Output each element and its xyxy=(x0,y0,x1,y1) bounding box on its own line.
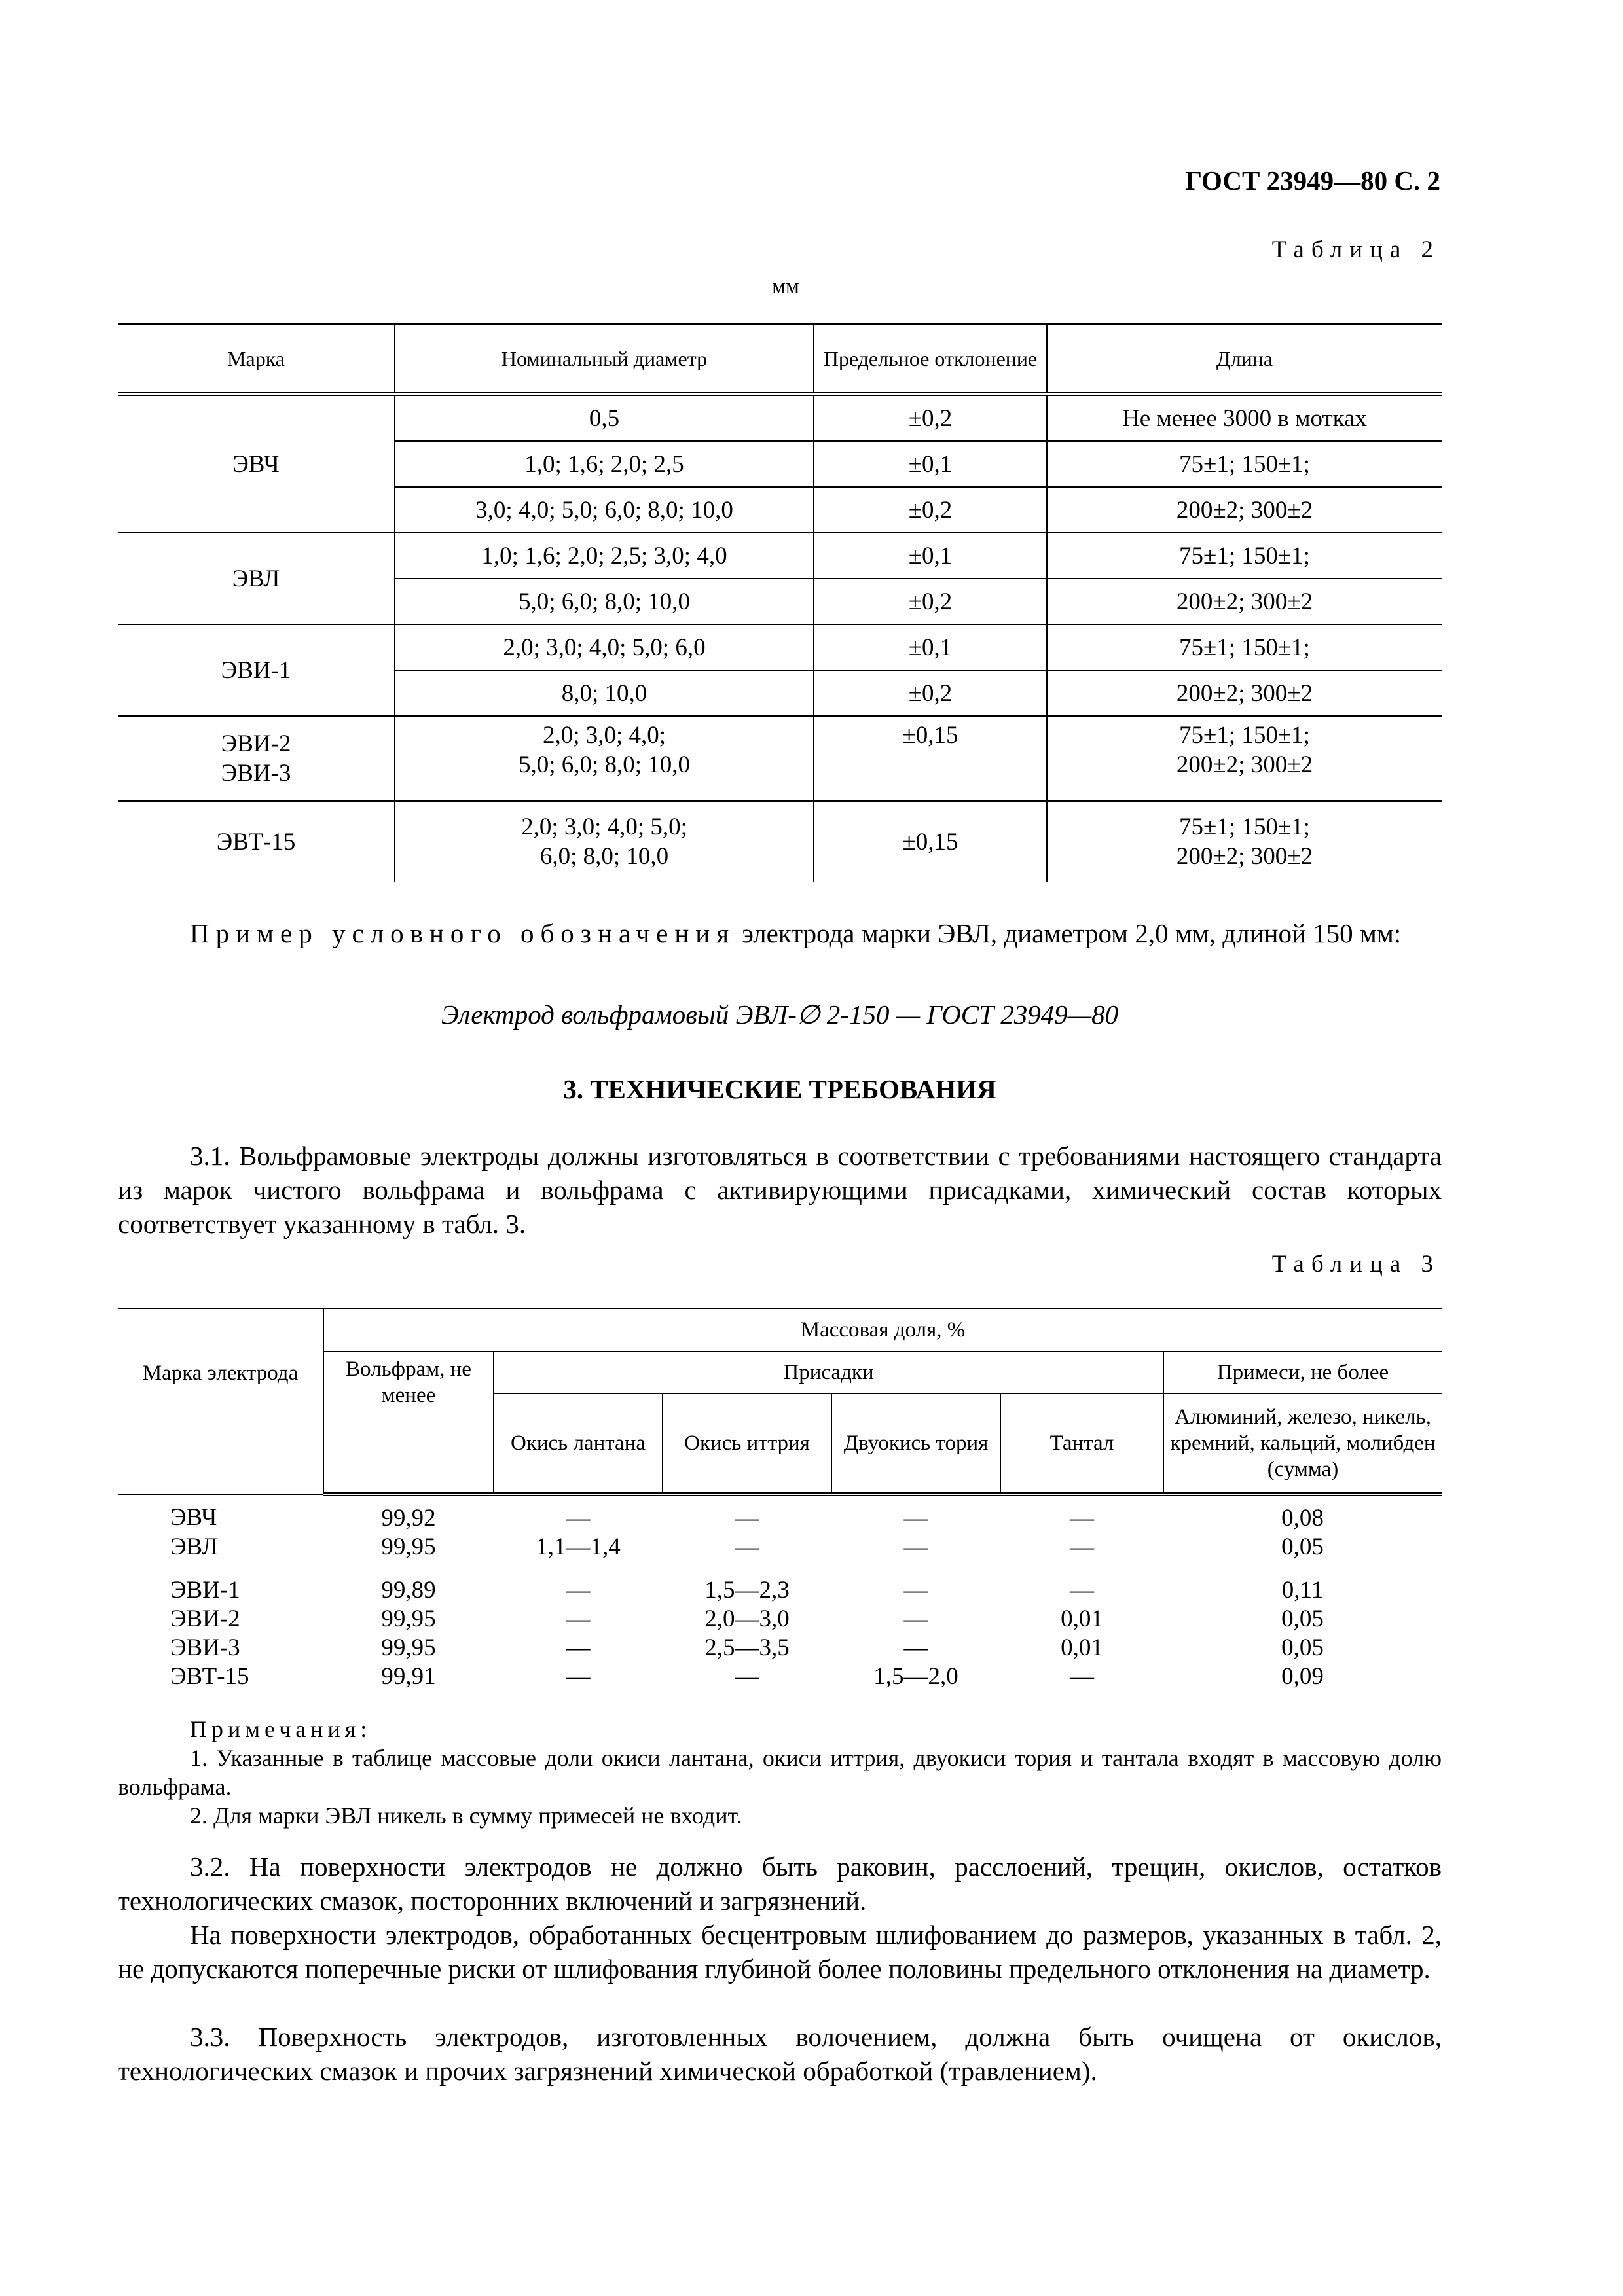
table3-cell: — xyxy=(566,1634,591,1661)
table2-cell-line: 200±2; 300±2 xyxy=(1176,843,1313,870)
paragraph-3-3: 3.3. Поверхность электродов, изготовленных волочением, должна быть очищена от окислов, технологических смазок и прочих загрязнений химической обработкой (травлением). xyxy=(118,2022,1442,2086)
table3-mark: ЭВИ-3 xyxy=(170,1634,240,1661)
table3-cell: — xyxy=(735,1534,759,1560)
table3-header-row xyxy=(118,1308,1442,1352)
table3-cell: — xyxy=(735,1505,759,1532)
table3-cell: 1,1—1,4 xyxy=(536,1534,621,1560)
table2-mark-line: ЭВИ-3 xyxy=(221,760,291,787)
table2-cell: ±0,2 xyxy=(814,487,1047,533)
table3-cell: 1,5—2,3 xyxy=(704,1577,790,1604)
table2-cell-line: 2,0; 3,0; 4,0; 5,0; xyxy=(521,814,687,840)
table2-header-length: Длина xyxy=(1047,324,1442,394)
table3-cell: — xyxy=(903,1534,928,1560)
table3-cell: — xyxy=(566,1605,591,1632)
table-row xyxy=(118,1576,1442,1605)
table3-header-tungsten: Вольфрам, не менее xyxy=(323,1352,494,1494)
table-row xyxy=(118,624,1442,670)
table-row xyxy=(118,1634,1442,1662)
table3-cell: 0,05 xyxy=(1281,1534,1324,1560)
table3-spacer-cell xyxy=(118,1562,1442,1576)
example-text: электрода марки ЭВЛ, диаметром 2,0 мм, длиной 150 мм: xyxy=(735,918,1402,948)
table2-cell: ±0,1 xyxy=(814,624,1047,670)
table-row xyxy=(118,533,1442,579)
table3-notes xyxy=(118,1715,1442,1830)
table-row xyxy=(118,394,1442,441)
table2-cell-line: 75±1; 150±1; xyxy=(1179,722,1310,749)
table2-cell: 8,0; 10,0 xyxy=(395,670,814,716)
table3-cell: 0,08 xyxy=(1281,1505,1324,1532)
table2-mark: ЭВЛ xyxy=(118,533,395,624)
table3-mark: ЭВТ-15 xyxy=(170,1663,249,1690)
table3-cell: 0,05 xyxy=(1281,1634,1324,1661)
table3-mark: ЭВИ-1 xyxy=(170,1577,240,1604)
table2-units: мм xyxy=(772,275,799,298)
table2-cell: 0,5 xyxy=(395,394,814,441)
table2-cell-line: 2,0; 3,0; 4,0; xyxy=(542,722,666,749)
table2-cell xyxy=(395,716,814,801)
table2-cell: ±0,2 xyxy=(814,394,1047,441)
table2-cell: 200±2; 300±2 xyxy=(1047,487,1442,533)
table-row xyxy=(118,1533,1442,1562)
table2-cell: ±0,2 xyxy=(814,579,1047,624)
table2-cell xyxy=(1047,801,1442,882)
table3-mark: ЭВЛ xyxy=(170,1534,218,1560)
table3-cell: — xyxy=(1070,1534,1094,1560)
table2-cell: ±0,1 xyxy=(814,441,1047,487)
section-title: 3. ТЕХНИЧЕСКИЕ ТРЕБОВАНИЯ xyxy=(563,1074,996,1104)
table2-cell xyxy=(395,801,814,882)
table2-mark: ЭВТ-15 xyxy=(216,828,296,855)
table3-cell: — xyxy=(1070,1663,1094,1690)
table3-header-mark: Марка электрода xyxy=(118,1308,323,1494)
table3-cell: — xyxy=(903,1577,928,1604)
table3-cell: 0,05 xyxy=(1281,1605,1324,1632)
table3-header-mass: Массовая доля, % xyxy=(323,1308,1442,1352)
table3-cell: 99,95 xyxy=(381,1634,436,1661)
table-row xyxy=(118,1662,1442,1691)
table2-cell: 2,0; 3,0; 4,0; 5,0; 6,0 xyxy=(395,624,814,670)
table3-header-y: Окись иттрия xyxy=(663,1393,831,1494)
table3-cell: 2,0—3,0 xyxy=(704,1605,790,1632)
table3-cell: — xyxy=(903,1634,928,1661)
table2-cell: 200±2; 300±2 xyxy=(1047,579,1442,624)
table2-header-deviation: Предельное отклонение xyxy=(814,324,1047,394)
table2-cell-line: 5,0; 6,0; 8,0; 10,0 xyxy=(518,751,691,778)
table2-cell: 3,0; 4,0; 5,0; 6,0; 8,0; 10,0 xyxy=(395,487,814,533)
designation-example xyxy=(118,916,1442,950)
table2-cell: ±0,15 xyxy=(814,716,1047,801)
table3-cell: 0,01 xyxy=(1061,1605,1103,1632)
table3-cell: 1,5—2,0 xyxy=(873,1663,958,1690)
table3-cell: 99,92 xyxy=(381,1505,436,1532)
table2-cell: 1,0; 1,6; 2,0; 2,5; 3,0; 4,0 xyxy=(395,533,814,579)
table2-cell: 1,0; 1,6; 2,0; 2,5 xyxy=(395,441,814,487)
table2-cell: 75±1; 150±1; xyxy=(1047,533,1442,579)
table3-cell: — xyxy=(1070,1505,1094,1532)
table3-header-impurities: Примеси, не более xyxy=(1163,1352,1442,1393)
table3-cell: 0,01 xyxy=(1061,1634,1103,1661)
table3-header-th: Двуокись тория xyxy=(831,1393,1000,1494)
example-lead: Пример условного обозначения xyxy=(190,918,736,948)
table3-cell: — xyxy=(735,1663,759,1690)
table3-cell: — xyxy=(903,1505,928,1532)
table3-header-ta: Тантал xyxy=(1000,1393,1163,1494)
table3-cell: 0,11 xyxy=(1281,1577,1324,1604)
table-row xyxy=(118,1494,1442,1533)
paragraph-3-2-continued: На поверхности электродов, обработанных бесцентровым шлифованием до размеров, указанных в табл. 2, не допускаются поперечные риски от шлифования глубиной более половины предельного отклонения на диаметр. xyxy=(118,1920,1442,1984)
table3-header-imp-sum: Алюминий, железо, никель, кремний, кальций, молибден (сумма) xyxy=(1163,1393,1442,1494)
table3 xyxy=(118,1308,1442,1691)
table3-cell: — xyxy=(566,1663,591,1690)
table2-cell: ±0,1 xyxy=(814,533,1047,579)
table3-caption: Таблица 3 xyxy=(1271,1251,1440,1278)
table2-cell-line: 200±2; 300±2 xyxy=(1176,751,1313,778)
table2-cell: ±0,15 xyxy=(814,801,1047,882)
table3-cell: 2,5—3,5 xyxy=(704,1634,790,1661)
table2-cell: 75±1; 150±1; xyxy=(1047,441,1442,487)
page-header: ГОСТ 23949—80 С. 2 xyxy=(1184,166,1440,196)
table2-cell: 200±2; 300±2 xyxy=(1047,670,1442,716)
table3-cell: — xyxy=(566,1577,591,1604)
table3-header-la: Окись лантана xyxy=(494,1393,663,1494)
table3-cell: 99,95 xyxy=(381,1605,436,1632)
table3-header-additives: Присадки xyxy=(494,1352,1163,1393)
table2-mark: ЭВЧ xyxy=(118,394,395,533)
table3-cell: 0,09 xyxy=(1281,1663,1324,1690)
designation: Электрод вольфрамовый ЭВЛ-∅ 2-150 — ГОСТ 23949—80 xyxy=(441,999,1119,1030)
table2-caption: Таблица 2 xyxy=(1271,236,1440,263)
table2-header-diameter: Номинальный диаметр xyxy=(395,324,814,394)
table2-mark: ЭВИ-1 xyxy=(118,624,395,716)
paragraph-3-1: 3.1. Вольфрамовые электроды должны изготовляться в соответствии с требованиями настоящего стандарта из марок чистого вольфрама и вольфрама с активирующими присадками, химический состав которых соответствует указанному в табл. 3. xyxy=(118,1141,1442,1239)
note-2: 2. Для марки ЭВЛ никель в сумму примесей не входит. xyxy=(190,1803,742,1829)
table2-cell-line: 6,0; 8,0; 10,0 xyxy=(539,843,669,870)
table2-cell xyxy=(1047,716,1442,801)
table3-cell: — xyxy=(1070,1577,1094,1604)
notes-heading: Примечания: xyxy=(190,1716,372,1742)
table2-cell: 75±1; 150±1; xyxy=(1047,624,1442,670)
table2-header-row xyxy=(118,324,1442,394)
note-1: 1. Указанные в таблице массовые доли окиси лантана, окиси иттрия, двуокиси тория и тантала входят в массовую долю вольфрама. xyxy=(118,1745,1442,1800)
table3-cell: 99,91 xyxy=(381,1663,436,1690)
table2 xyxy=(118,323,1442,882)
table2-header-mark: Марка xyxy=(118,324,395,394)
paragraph-3-2: 3.2. На поверхности электродов не должно быть раковин, расслоений, трещин, окислов, остатков технологических смазок, посторонних включений и загрязнений. xyxy=(118,1852,1442,1916)
table2-mark xyxy=(118,716,395,801)
table-row xyxy=(118,801,1442,882)
table2-mark-line: ЭВИ-2 xyxy=(221,730,291,757)
table3-cell: 99,95 xyxy=(381,1534,436,1560)
table2-cell: 5,0; 6,0; 8,0; 10,0 xyxy=(395,579,814,624)
table3-cell: — xyxy=(903,1605,928,1632)
table3-mark: ЭВИ-2 xyxy=(170,1605,240,1632)
table3-spacer xyxy=(118,1562,1442,1576)
table-row xyxy=(118,1605,1442,1634)
table3-cell: — xyxy=(566,1505,591,1532)
table2-cell: ±0,2 xyxy=(814,670,1047,716)
table3-cell: 99,89 xyxy=(381,1577,436,1604)
table-row xyxy=(118,716,1442,801)
table3-mark: ЭВЧ xyxy=(170,1504,217,1531)
table2-cell-line: 75±1; 150±1; xyxy=(1179,814,1310,840)
table2-cell: Не менее 3000 в мотках xyxy=(1047,394,1442,441)
